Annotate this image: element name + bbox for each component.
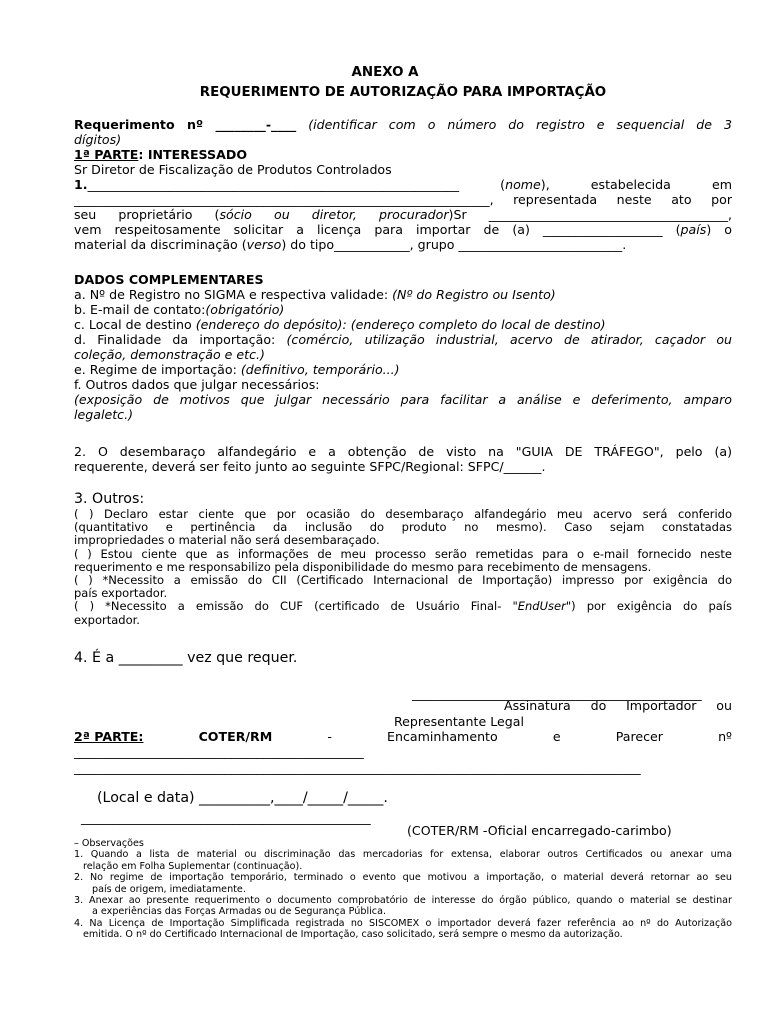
addressee-line: Sr Diretor de Fiscalização de Produtos Controlados bbox=[74, 162, 392, 177]
item-f-detail-continuation: legaletc.) bbox=[74, 407, 133, 422]
note-2-continuation: país de origem, imediatamente. bbox=[92, 883, 246, 895]
local-date-line: (Local e data) __________,____/_____/_____. bbox=[97, 790, 388, 806]
part1-heading: 1ª PARTE: INTERESSADO bbox=[74, 147, 248, 162]
part2-section bbox=[74, 729, 732, 775]
note-2: 2. No regime de importação temporário, terminado o evento que motivou a importação, o material deverá retornar ao seu bbox=[74, 872, 732, 884]
request-number-line: Requerimento nº ________-____ (identificar com o número do registro e sequencial de 3 bbox=[74, 117, 732, 132]
regional-office-line: requerente, deverá ser feito junto ao seguinte SFPC/Regional: SFPC/______. bbox=[74, 459, 546, 474]
item-f: f. Outros dados que julgar necessários: bbox=[74, 377, 320, 392]
part2-blank-2: __________________________________________________________________________________________ bbox=[74, 760, 641, 775]
representative-line: seu proprietário (sócio ou diretor, procurador)Sr ______________________________________, bbox=[74, 207, 733, 222]
notes-heading: – Observações bbox=[74, 838, 144, 849]
section-3-heading: 3. Outros: bbox=[74, 491, 145, 507]
part2-label: 2ª PARTE: bbox=[74, 729, 144, 744]
part2-heading-line bbox=[74, 729, 732, 744]
part2-word-opinion: Parecer bbox=[615, 729, 663, 744]
note-4-continuation: emitida. O nº do Certificado Internacional de Importação, caso solicitado, será sempre o mesmo da autorização. bbox=[83, 929, 623, 941]
coter-signature-label: (COTER/RM -Oficial encarregado-carimbo) bbox=[407, 823, 672, 838]
section-3 bbox=[74, 491, 732, 627]
complementary-data-section bbox=[74, 272, 732, 422]
item-b: b. E-mail de contato:(obrigatório) bbox=[74, 302, 285, 317]
part2-word-routing: Encaminhamento bbox=[387, 729, 498, 744]
option-inspection-checkbox[interactable]: ( ) Declaro estar ciente que por ocasião do desembaraço alfandegário meu acervo será conferido bbox=[74, 507, 732, 521]
part1-section bbox=[74, 117, 732, 252]
applicant-address-line: __________________________________________________________________, representada neste ato por bbox=[74, 192, 732, 207]
coter-signature-line: ______________________________________________ bbox=[81, 810, 371, 825]
request-hint-continuation: dígitos) bbox=[74, 132, 122, 147]
customs-clearance-line: 2. O desembaraço alfandegário e a obtenção de visto na "GUIA DE TRÁFEGO", pelo (a) bbox=[74, 444, 732, 459]
annex-label: ANEXO A bbox=[351, 65, 419, 80]
import-request-line: vem respeitosamente solicitar a licença para importar de (a) ___________________ (país) o bbox=[74, 222, 733, 237]
item-c: c. Local de destino (endereço do depósito): (endereço completo do local de destino) bbox=[74, 317, 606, 332]
item-e: e. Regime de importação: (definitivo, temporário...) bbox=[74, 362, 400, 377]
item-d-continuation: coleção, demonstração e etc.) bbox=[74, 347, 265, 362]
note-1-continuation: relação em Folha Suplementar (continuação). bbox=[83, 860, 303, 872]
part2-word-number: nº bbox=[718, 729, 732, 744]
complementary-data-heading: DADOS COMPLEMENTARES bbox=[74, 272, 264, 287]
note-3: 3. Anexar ao presente requerimento o documento comprobatório de interesse do órgão público, quando o material se destinar bbox=[74, 895, 732, 907]
item-d: d. Finalidade da importação: (comércio, utilização industrial, acervo de atirador, caçador ou bbox=[74, 332, 733, 347]
part2-word-and: e bbox=[552, 729, 561, 744]
material-type-line: material da discriminação (verso) do tipo____________, grupo __________________________. bbox=[74, 237, 627, 252]
note-3-continuation: a experiências das Forças Armadas ou de Segurança Pública. bbox=[92, 906, 386, 918]
part2-org: COTER/RM bbox=[198, 729, 273, 744]
section-4: 4. É a _________ vez que requer. bbox=[74, 650, 298, 666]
note-1: 1. Quando a lista de material ou discriminação das mercadorias for extensa, elaborar outros Certificados ou anexar uma bbox=[74, 849, 732, 861]
item-a: a. Nº de Registro no SIGMA e respectiva validade: (Nº do Registro ou Isento) bbox=[74, 287, 556, 302]
part2-dash: - bbox=[327, 729, 332, 744]
document-title: REQUERIMENTO DE AUTORIZAÇÃO PARA IMPORTAÇÃO bbox=[199, 85, 607, 100]
option-cii-line-2: país exportador. bbox=[74, 586, 168, 601]
option-cuf-checkbox[interactable]: ( ) *Necessito a emissão do CUF (certificado de Usuário Final- "EndUser") por exigência do país bbox=[74, 599, 732, 614]
applicant-name-line: 1.___________________________________________________________ (nome), estabelecida em bbox=[74, 177, 732, 192]
section-2 bbox=[74, 444, 732, 474]
option-email-line-2: requerimento e me responsabilizo pela disponibilidade do mesmo para recebimento de mensagens. bbox=[74, 559, 652, 574]
notes-section bbox=[74, 838, 732, 941]
option-inspection-line-2: (quantitativo e pertinência da inclusão do produto no mesmo). Caso sejam constatadas bbox=[74, 520, 732, 535]
note-4: 4. Na Licença de Importação Simplificada registrada no SISCOMEX o importador deverá fazer referência ao nº do Autorização bbox=[74, 917, 732, 929]
option-cii-checkbox[interactable]: ( ) *Necessito a emissão do CII (Certificado Internacional de Importação) impresso por exigência do bbox=[74, 573, 732, 588]
option-cuf-line-2: exportador. bbox=[74, 612, 140, 627]
option-inspection-line-3: impropriedades o material não será desembaraçado. bbox=[74, 533, 380, 548]
option-email-checkbox[interactable]: ( ) Estou ciente que as informações de meu processo serão remetidas para o e-mail fornecido neste bbox=[74, 546, 732, 561]
signature-label-2: Representante Legal bbox=[394, 714, 524, 729]
part2-blank-1: ______________________________________________ bbox=[74, 744, 364, 759]
section-3-options bbox=[74, 508, 732, 627]
item-f-detail: (exposição de motivos que julgar necessário para facilitar a análise e deferimento, amparo bbox=[74, 392, 732, 407]
signature-line: ______________________________________________ bbox=[412, 686, 702, 701]
signature-label-1: Assinatura do Importador ou bbox=[504, 698, 732, 713]
